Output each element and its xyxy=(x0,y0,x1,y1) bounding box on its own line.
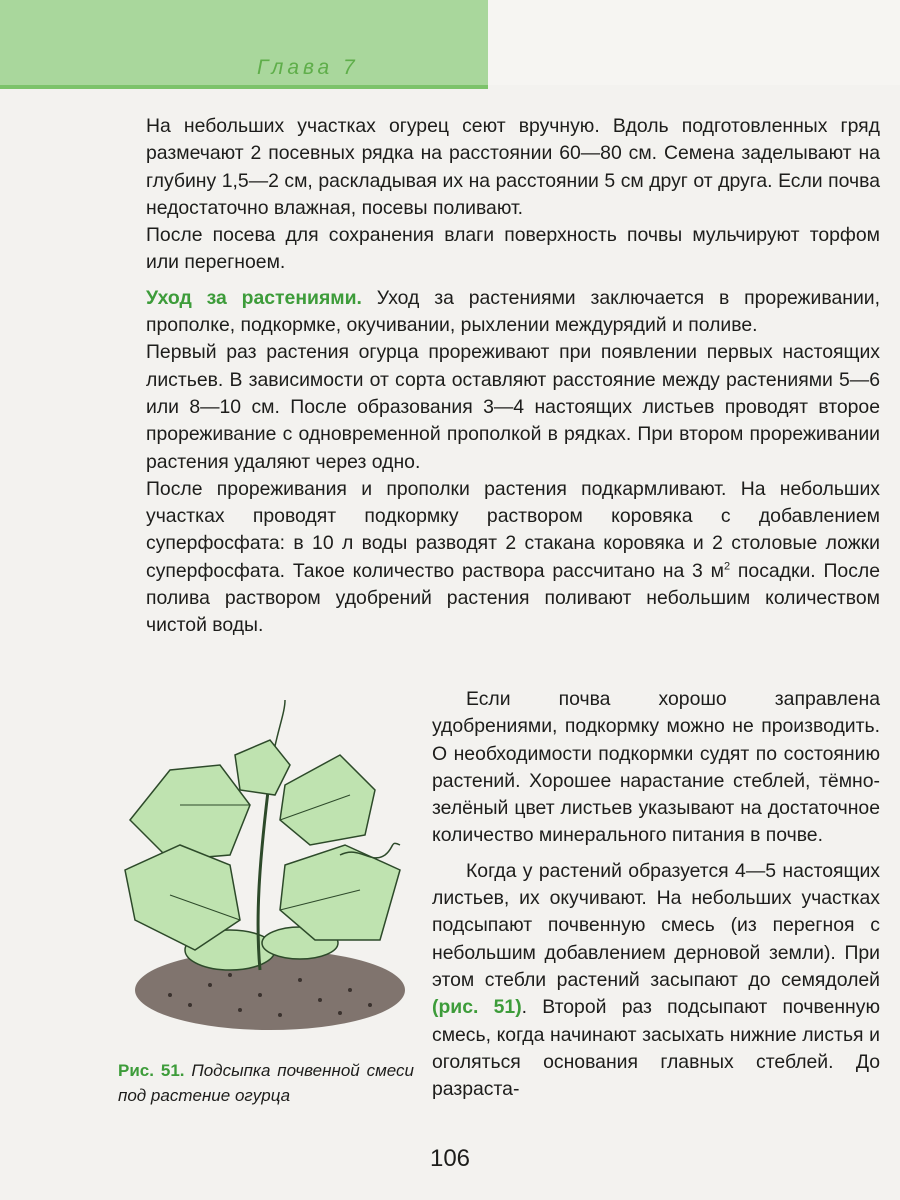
paragraph-mulching xyxy=(146,222,880,277)
chapter-header-block xyxy=(0,0,488,85)
figure-reference: (рис. 51) xyxy=(432,996,522,1019)
paragraph-text: . Второй раз подсыпают почвенную смесь, когда начинают засыхать нижние листья и оголяться основания главных стеблей. До разраста- xyxy=(432,996,880,1101)
caption-text: Подсыпка почвенной смеси под растение огурца xyxy=(118,1061,414,1105)
paragraph-text: Первый раз растения огурца прореживают при появлении первых настоящих листьев. В зависимости от сорта оставляют расстояние между растениями 5—6 или 8—10 см. После образования 3—4 настоящих листьев проводят второе прореживание с одновременной прополкой в рядках. При втором прореживании растения удаляют через одно. xyxy=(146,341,880,473)
figure-51 xyxy=(110,695,420,1045)
header-rule xyxy=(0,85,488,89)
paragraph-text: После прореживания и прополки растения подкармливают. На небольших участках проводят подкормку раствором коровяка с добавлением суперфосфата: в 10 л воды разводят 2 стакана коровяка и 2 столовые ложки суперфосфата. Такое количество раствора рассчитано на 3 м xyxy=(146,477,880,582)
paragraph-text: После посева для сохранения влаги поверхность почвы мульчируют торфом или перегноем. xyxy=(146,224,880,274)
right-column-text xyxy=(432,686,880,1103)
superscript: 2 xyxy=(723,560,731,573)
figure-label: Рис. 51. xyxy=(118,1061,185,1080)
section-heading: Уход за растениями. xyxy=(146,286,362,309)
paragraph-hilling xyxy=(432,858,880,1104)
chapter-title: Глава 7 xyxy=(257,56,359,79)
main-text xyxy=(146,113,880,640)
paragraph-text: Уход за растениями заключается в прореживании, прополке, подкормке, окучивании, рыхлении междурядий и поливе. xyxy=(146,286,880,337)
paragraph-feeding xyxy=(146,476,880,640)
page-number: 106 xyxy=(429,1145,471,1172)
paragraph-text: Если почва хорошо заправлена удобрениями, подкормку можно не производить. О необходимости подкормки судят по состоянию растений. Хорошее нарастание стеблей, тёмно-зелёный цвет листьев указывают на достаточное количество минерального питания в почве. xyxy=(432,688,880,847)
paragraph-plant-care xyxy=(146,285,880,340)
paragraph-text: На небольших участках огурец сеют вручную. Вдоль подготовленных гряд размечают 2 посевных рядка на расстоянии 60—80 см. Семена заделывают на глубину 1,5—2 см, раскладывая их на расстоянии 5 см друг от друга. Если почва недостаточно влажная, посевы поливают. xyxy=(146,115,880,219)
paragraph-text: Когда у растений образуется 4—5 настоящих листьев, их окучивают. На небольших участках подсыпают почвенную смесь (из перегноя с небольшим добавлением дерновой земли). При этом стебли растений засыпают до семядолей xyxy=(432,859,880,991)
paragraph-text: посадки. После полива раствором удобрений растения поливают небольшим количеством чистой воды. xyxy=(146,559,880,637)
paragraph-need-for-feeding xyxy=(432,686,880,850)
paragraph-thinning xyxy=(146,339,880,475)
cucumber-plant-illustration xyxy=(110,695,420,1045)
paragraph-sowing xyxy=(146,113,880,222)
figure-caption xyxy=(118,1058,414,1108)
